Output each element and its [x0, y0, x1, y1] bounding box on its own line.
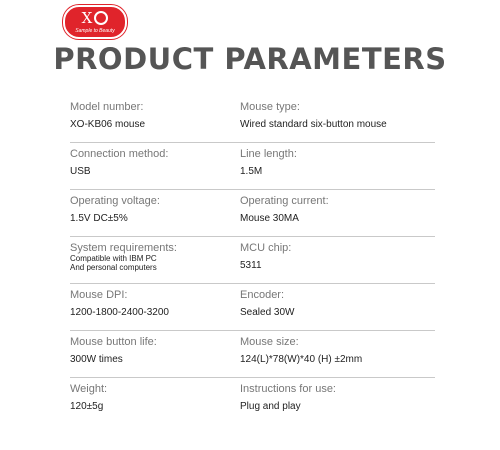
param-value: 5311 [240, 260, 262, 271]
brand-tagline: Sample to Beauty [75, 28, 115, 34]
param-label: Mouse button life: [70, 336, 157, 348]
param-value: 1.5M [240, 166, 263, 177]
param-label: Instructions for use: [240, 383, 336, 395]
param-value: Wired standard six-button mouse [240, 119, 387, 130]
param-value: 300W times [70, 354, 123, 365]
param-value: 1200-1800-2400-3200 [70, 307, 169, 318]
brand-logo-mark: X [65, 10, 125, 27]
param-label: Line length: [240, 148, 297, 160]
param-label: Operating voltage: [70, 195, 160, 207]
page-title: PRODUCT PARAMETERS [53, 42, 447, 76]
param-row [70, 96, 435, 143]
param-label: Encoder: [240, 289, 285, 301]
param-row [70, 378, 435, 424]
param-value: USB [70, 166, 91, 177]
param-label: Weight: [70, 383, 108, 395]
param-row [70, 143, 435, 190]
param-value: Mouse 30MA [240, 213, 299, 224]
param-value: 1.5V DC±5% [70, 213, 128, 224]
param-label: Model number: [70, 101, 144, 113]
param-value: 120±5g [70, 401, 104, 412]
param-row [70, 331, 435, 378]
param-label: MCU chip: [240, 242, 292, 254]
brand-logo [63, 5, 127, 39]
param-value: Plug and play [240, 401, 301, 412]
param-label: System requirements: [70, 242, 177, 254]
param-value: Sealed 30W [240, 307, 295, 318]
param-label: Connection method: [70, 148, 169, 160]
param-value: 124(L)*78(W)*40 (H) ±2mm [240, 354, 363, 365]
param-label: Operating current: [240, 195, 329, 207]
parameters-table [70, 96, 435, 424]
param-label: Mouse size: [240, 336, 299, 348]
param-row [70, 237, 435, 284]
param-label: Mouse DPI: [70, 289, 128, 301]
param-value [70, 254, 210, 272]
param-value-line: And personal computers [70, 263, 157, 272]
param-label: Mouse type: [240, 101, 300, 113]
param-value: XO-KB06 mouse [70, 119, 146, 130]
param-row [70, 284, 435, 331]
param-value-line: Compatible with IBM PC [70, 254, 157, 263]
param-row [70, 190, 435, 237]
